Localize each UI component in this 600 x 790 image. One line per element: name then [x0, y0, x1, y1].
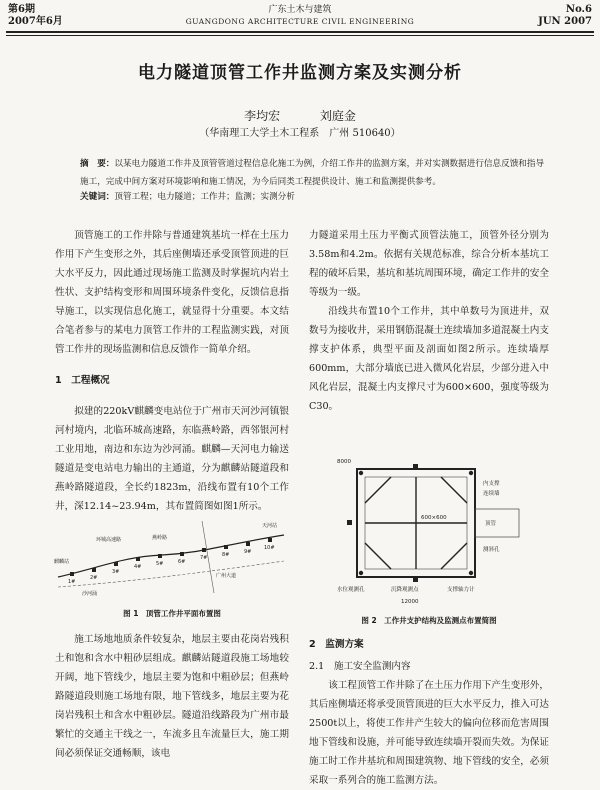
- fig1-label: 广州大道: [216, 573, 237, 579]
- section-2-heading: 2 监测方案: [309, 639, 364, 650]
- inclinometer-point: [359, 571, 363, 575]
- fig1-label: 9#: [244, 549, 252, 555]
- right-monitoring: [309, 676, 549, 790]
- fig1-label: 7#: [200, 555, 208, 561]
- left-overview: [55, 402, 289, 516]
- fig1-label: 沙河涌: [82, 591, 98, 597]
- figure-1-caption: 图 1 顶管工作井平面布置图: [123, 609, 221, 618]
- section-1-heading: 1 工程概况: [55, 375, 110, 386]
- fig2-label: 水位观测孔: [337, 587, 365, 593]
- river-line: [58, 561, 284, 587]
- intro-paragraph: 顶管施工的工作井除与普通建筑基坑一样在土压力作用下产生变形之外，其后座侧墙还承受顶管顶进的巨大水平反力，因此通过现场施工监测及时掌握坑内岩土性状、支护结构变形和周围环境条件变化，反馈信息指导施工，以实现信息化施工，就显得十分重要。本文结合笔者参与的某电力顶管工作井的工程监测实践，对顶管工作井的现场监测和信息反馈作一简单介绍。: [55, 230, 289, 355]
- subsection-2-1-heading: 2.1 施工安全监测内容: [309, 661, 411, 672]
- figure-1-site-plan: [52, 517, 292, 597]
- settlement-point: [347, 520, 352, 525]
- shafts-paragraph: 沿线共布置10个工作井，其中单数号为顶进井，双数号为接收井，采用钢筋混凝土连续墙加多道混凝土内支撑支护体系，典型平面及剖面如图2所示。连续墙厚600mm，大部分墙底已进入微风化岩层，少部分进入中风化岩层，混凝土内支撑尺寸为600×600，强度等级为C30。: [309, 306, 549, 412]
- fig2-label: 8000: [337, 459, 351, 465]
- shaft-marker: [180, 552, 184, 556]
- fig1-label: 1#: [68, 579, 76, 585]
- abstract: [80, 155, 550, 191]
- figure-2-support-layout: [335, 455, 525, 607]
- right-tunnel-desc: [309, 226, 549, 302]
- issue-month-en: JUN 2007: [538, 16, 592, 27]
- fig1-label: 4#: [134, 564, 142, 570]
- shaft-markers: [70, 538, 272, 576]
- figure-2-caption: 图 2 工作井支护结构及监测点布置简图: [361, 616, 497, 625]
- left-intro: [55, 226, 289, 359]
- keywords-label: 关键词：: [80, 192, 115, 202]
- fig1-label: 燕岭路: [152, 535, 168, 541]
- header-rule-thin: [6, 35, 594, 36]
- corner-brace: [441, 477, 467, 503]
- settlement-point: [413, 577, 418, 582]
- header-rule: [6, 31, 594, 33]
- right-shafts-desc: [309, 302, 549, 416]
- shaft-marker: [70, 572, 74, 576]
- fig1-label: 10#: [264, 545, 275, 551]
- header-number: [538, 4, 592, 28]
- issue-number: 第6期: [8, 4, 35, 15]
- shaft-marker: [268, 538, 272, 542]
- fig2-label: 连续墙: [483, 491, 500, 497]
- shaft-marker: [202, 548, 206, 552]
- fig2-label: 12000: [401, 599, 419, 605]
- fig1-label: 麒麟站: [54, 559, 70, 565]
- fig1-label: 3#: [112, 569, 120, 575]
- inclinometer-point: [469, 471, 473, 475]
- corner-brace: [365, 543, 391, 569]
- corner-brace: [441, 543, 467, 569]
- author-list: [0, 107, 600, 124]
- shaft-marker: [224, 545, 228, 549]
- affiliation: （华南理工大学土木工程系 广州 510640）: [199, 128, 401, 139]
- abstract-label: 摘 要：: [80, 159, 115, 169]
- fig2-label: 内支撑: [483, 481, 500, 487]
- fig1-label: 天河站: [262, 523, 278, 529]
- shaft-marker: [136, 557, 140, 561]
- abstract-text: 以某电力隧道工作井及顶管管道过程信息化施工为例，介绍工作井的监测方案，并对实测数据进行信息反馈和指导施工，完成中间方案对环境影响和施工情况，为今后同类工程提供设计、施工和监测提供参考。: [80, 159, 545, 187]
- shaft-marker: [92, 568, 96, 572]
- monitoring-paragraph: 该工程顶管工作井除了在土压力作用下产生变形外，其后座侧墙还将承受顶管顶进的巨大水平反力，推入可达2500t以上，将使工作井产生较大的偏向位移而危害周围地下管线和设施，并可能导致连续墙开裂而失效。为保证施工时工作井基坑和周围建筑物、地下管线的安全，必须采取一系列合的施工监测方法。: [309, 680, 549, 786]
- author-name: 刘庭金: [319, 109, 356, 123]
- tunnel-paragraph: 力隧道采用土压力平衡式顶管法施工，顶管外径分别为3.58m和4.2m。依据有关规范标准，综合分析本基坑工程的破坏后果，基坑和基坑周围环境，确定工作井的安全等级为一级。: [309, 230, 549, 298]
- corner-brace: [365, 477, 391, 503]
- pipe-jacking-direction: [475, 509, 519, 537]
- shaft-marker: [158, 554, 162, 558]
- fig2-label: 600×600: [421, 515, 447, 521]
- issue-date: 2007年6月: [8, 16, 63, 27]
- fig1-label: 8#: [222, 552, 230, 558]
- issue-no-en: No.6: [565, 4, 592, 15]
- fig1-label: 2#: [90, 575, 98, 581]
- paper-title: 电力隧道顶管工作井监测方案及实测分析: [138, 63, 462, 83]
- shaft-marker: [114, 562, 118, 566]
- fig2-label: 支撑轴力计: [447, 587, 475, 593]
- header-journal: [150, 4, 450, 28]
- header-issue: [8, 4, 63, 28]
- fig1-label: 5#: [156, 561, 164, 567]
- geology-paragraph: 施工场地地质条件较复杂，地层主要由花岗岩残积土和饱和含水中粗砂层组成。麒麟站隧道段施工场地较开阔，地下管线少，地层主要为饱和中粗砂层；但燕岭路隧道段则施工场地有限，地下管线多，地层主要为花岗岩残积土和含水中粗砂层。隧道沿线路段为广州市最繁忙的交通主干线之一，车流多且车流量巨大，施工期间必须保证交通畅顺，该电: [55, 634, 289, 759]
- fig2-label: 测斜孔: [483, 547, 500, 553]
- keywords: [80, 190, 550, 204]
- journal-name-en: GUANGDONG ARCHITECTURE CIVIL ENGINEERING: [185, 17, 415, 26]
- overview-paragraph: 拟建的220kV麒麟变电站位于广州市天河沙河镇银河村境内，北临环城高速路，东临燕岭路，西邻银河村工业用地，南边和东边为沙河涌。麒麟—天河电力输送隧道是变电站电力输出的主通道，分为麒麟站隧道段和燕岭路隧道段，全长约1823m，沿线布置有10个工作井，深12.14~23.94m，其布置简图如图1所示。: [55, 406, 289, 512]
- fig1-label: 环城高速路: [96, 537, 122, 543]
- journal-name-cn: 广东土木与建筑: [268, 5, 332, 15]
- author-name: 李均宏: [244, 109, 281, 123]
- shaft-marker: [246, 542, 250, 546]
- fig1-label: 6#: [178, 559, 186, 565]
- fig2-label: 沉降观测点: [391, 587, 419, 593]
- keywords-text: 顶管工程；电力隧道；工作井；监测；实测分析: [114, 192, 295, 202]
- inclinometer-point: [469, 571, 473, 575]
- fig2-label: 顶管: [485, 521, 497, 527]
- inclinometer-point: [359, 471, 363, 475]
- left-geology: [55, 630, 289, 763]
- tunnel-route-line: [58, 535, 284, 577]
- settlement-point: [413, 464, 418, 469]
